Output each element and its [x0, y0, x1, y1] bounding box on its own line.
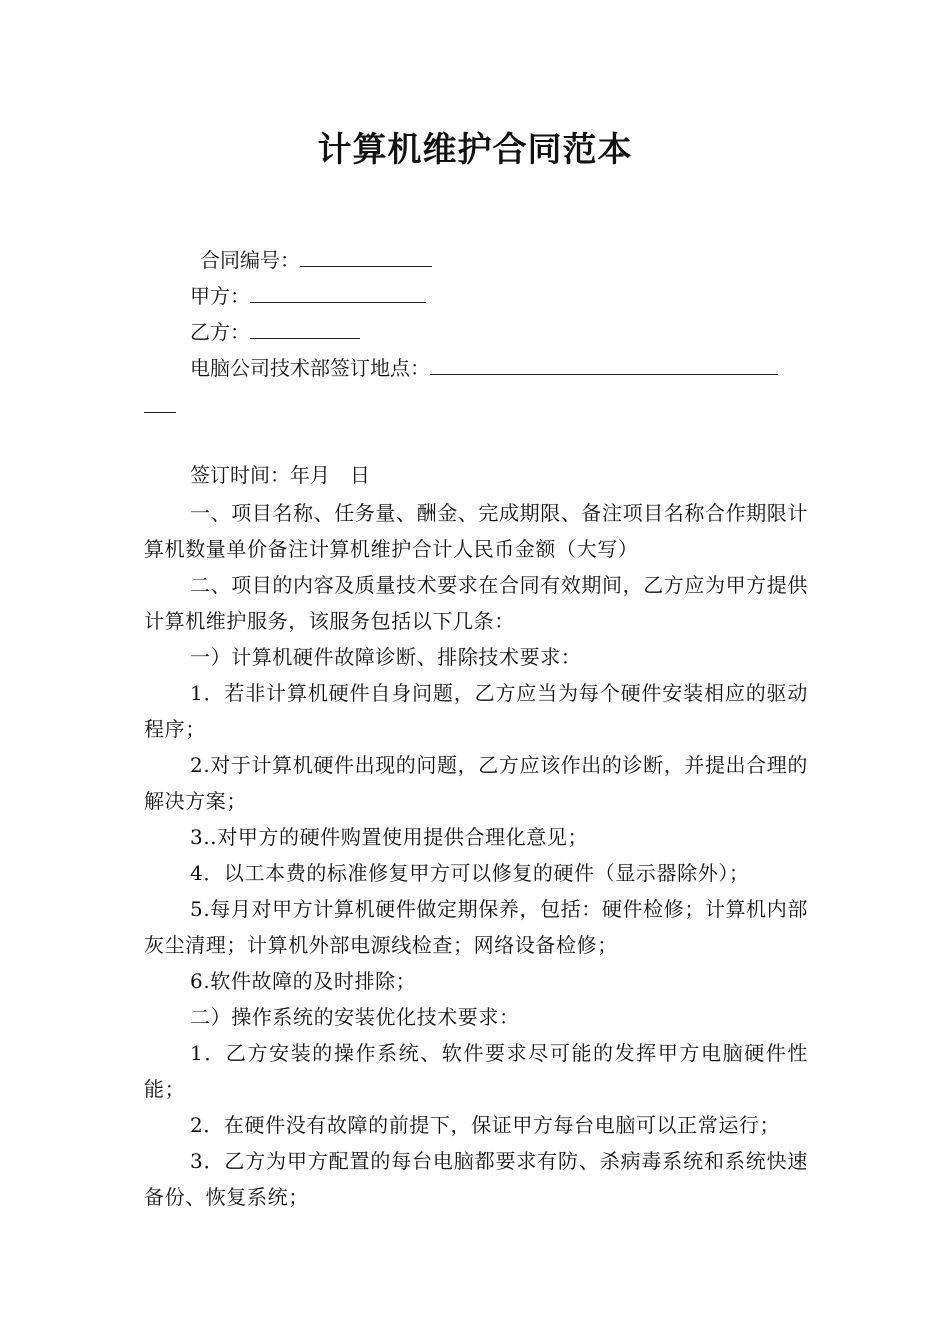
contract-number-line [200, 244, 432, 275]
hardware-item-3: 3..对甲方的硬件购置使用提供合理化意见； [190, 825, 589, 849]
signing-time: 签订时间：年月 日 [190, 463, 370, 487]
signing-place-blank-tail [144, 390, 176, 413]
signing-place-label: 电脑公司技术部签订地点： [190, 356, 430, 380]
os-item-3: 3．乙方为甲方配置的每台电脑都要求有防、杀病毒系统和系统快速备份、恢复系统； [144, 1149, 808, 1209]
party-a-line [190, 280, 426, 311]
section-hardware-heading: 一）计算机硬件故障诊断、排除技术要求： [190, 645, 582, 669]
signing-place-blank-continued [144, 390, 176, 421]
os-item-1: 1．乙方安装的操作系统、软件要求尽可能的发挥甲方电脑硬件性能； [144, 1041, 808, 1101]
hardware-item-2: 2.对于计算机硬件出现的问题，乙方应该作出的诊断，并提出合理的解决方案； [144, 753, 808, 813]
hardware-item-1: 1．若非计算机硬件自身问题，乙方应当为每个硬件安装相应的驱动程序； [144, 681, 808, 741]
hardware-item-5: 5.每月对甲方计算机硬件做定期保养，包括：硬件检修；计算机内部灰尘清理；计算机外部电源线检查；网络设备检修； [144, 897, 808, 957]
party-a-label: 甲方： [190, 284, 250, 308]
party-b-line [190, 316, 360, 347]
paragraph-content-quality: 二、项目的内容及质量技术要求在合同有效期间，乙方应为甲方提供计算机维护服务，该服务包括以下几条： [144, 573, 808, 633]
os-item-2: 2．在硬件没有故障的前提下，保证甲方每台电脑可以正常运行； [190, 1113, 781, 1137]
section-os-heading: 二）操作系统的安装优化技术要求： [190, 1005, 520, 1029]
document-title: 计算机维护合同范本 [317, 130, 633, 170]
contract-number-label: 合同编号： [200, 248, 300, 272]
paragraph-project-items: 一、项目名称、任务量、酬金、完成期限、备注项目名称合作期限计算机数量单价备注计算机维护合计人民币金额（大写） [144, 501, 808, 561]
hardware-item-4: 4．以工本费的标准修复甲方可以修复的硬件（显示器除外）； [190, 861, 750, 885]
hardware-item-6: 6.软件故障的及时排除； [190, 969, 417, 993]
signing-place-blank [430, 352, 778, 375]
party-b-label: 乙方： [190, 320, 250, 344]
party-a-blank [250, 280, 426, 303]
signing-place-line [190, 352, 778, 383]
contract-number-blank [300, 244, 432, 267]
party-b-blank [250, 316, 360, 339]
